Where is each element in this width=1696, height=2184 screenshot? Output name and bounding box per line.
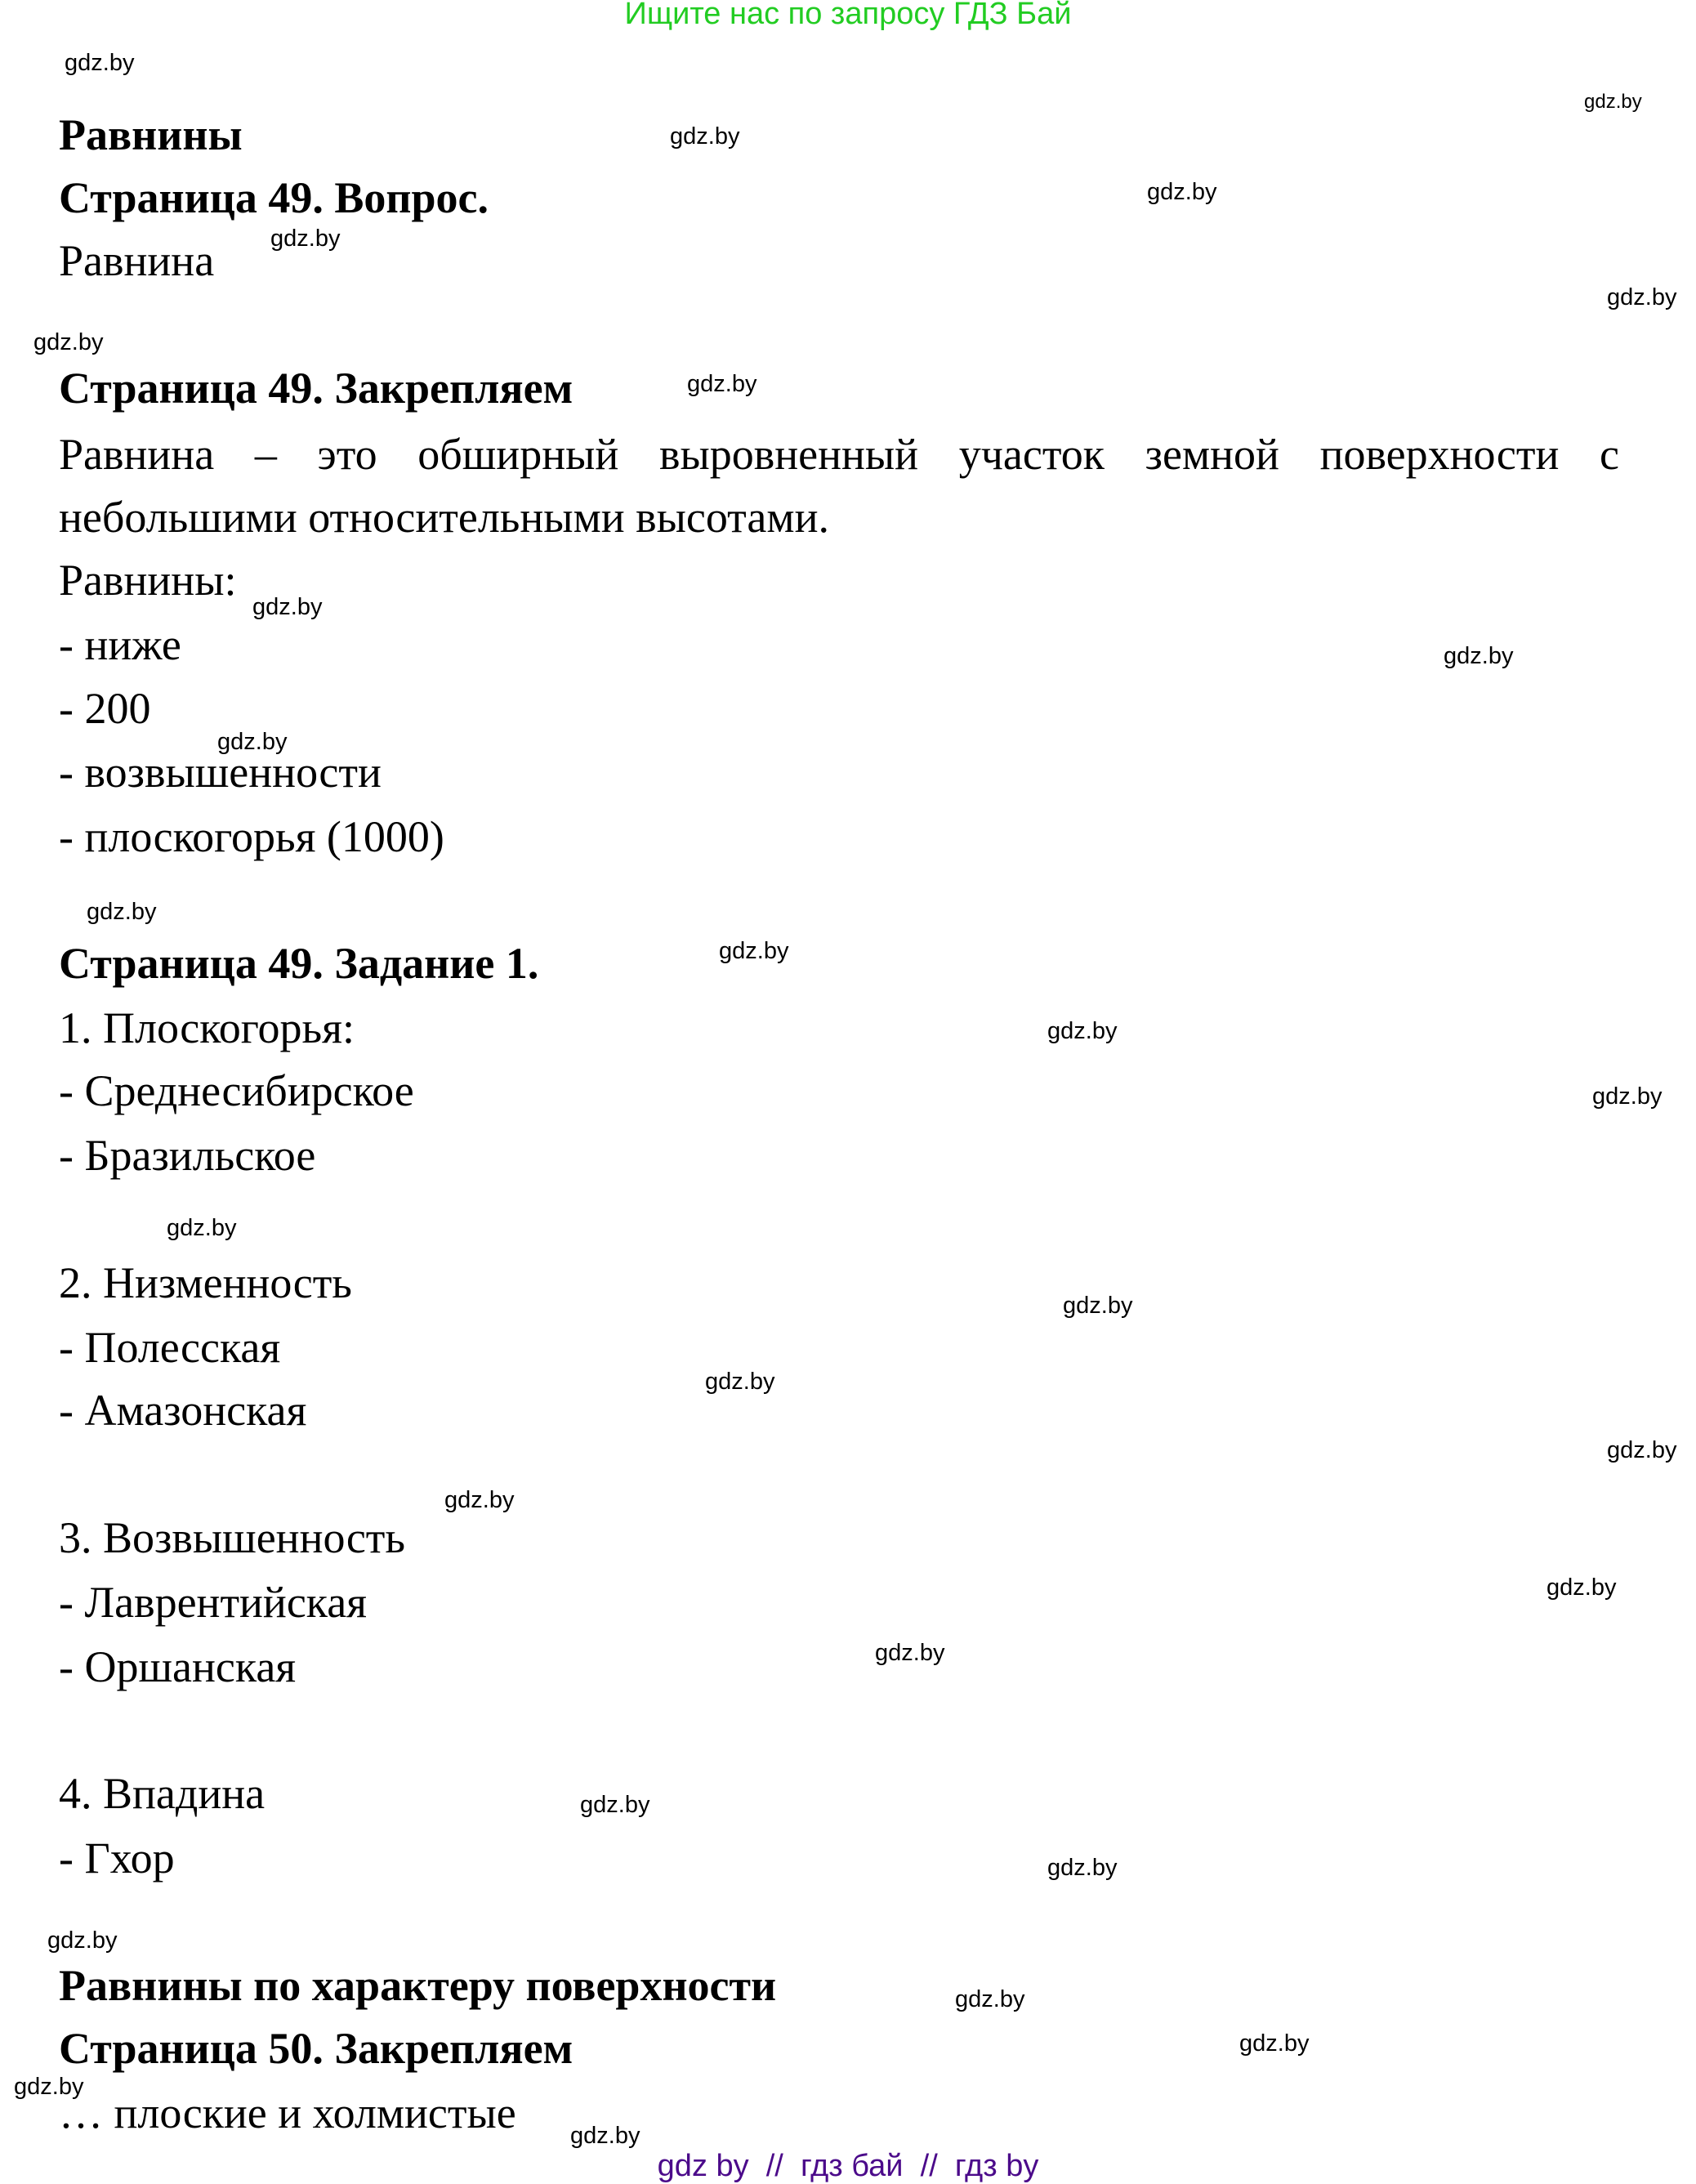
watermark: gdz.by [1607, 1437, 1677, 1463]
watermark: gdz.by [1584, 91, 1642, 113]
list-item: - возвышенности [59, 748, 382, 797]
list-item: - Оршанская [59, 1642, 297, 1691]
watermark: gdz.by [1063, 1293, 1133, 1319]
heading-page49-question: Страница 49. Вопрос. [59, 173, 489, 222]
watermark: gdz.by [955, 1986, 1025, 2012]
watermark: gdz.by [875, 1640, 945, 1666]
list-item: - 200 [59, 684, 151, 733]
watermark: gdz.by [1047, 1855, 1118, 1881]
list-item: - ниже [59, 620, 181, 669]
watermark: gdz.by [1047, 1018, 1118, 1044]
heading-page49-reinforce: Страница 49. Закрепляем [59, 364, 574, 413]
watermark: gdz.by [217, 729, 288, 755]
section-title-surface-character: Равнины по характеру поверхности [59, 1961, 777, 2010]
list-item: - Лаврентийская [59, 1578, 368, 1627]
list-item: - Гхор [59, 1833, 175, 1883]
list-item: - Полесская [59, 1323, 281, 1372]
watermark: gdz.by [444, 1487, 515, 1513]
search-promo-banner: Ищите нас по запросу ГДЗ Бай [624, 0, 1072, 31]
watermark: gdz.by [705, 1369, 775, 1395]
watermark: gdz.by [570, 2123, 640, 2149]
definition-text-line2: небольшими относительными высотами. [59, 493, 829, 542]
numbered-item: 1. Плоскогорья: [59, 1003, 355, 1052]
watermark: gdz.by [687, 371, 757, 397]
heading-page50-reinforce: Страница 50. Закрепляем [59, 2024, 574, 2073]
watermark: gdz.by [1546, 1574, 1617, 1601]
watermark: gdz.by [1592, 1083, 1663, 1110]
numbered-item: 2. Низменность [59, 1258, 352, 1307]
answer-text: … плоские и холмистые [59, 2088, 516, 2137]
watermark: gdz.by [1444, 643, 1514, 669]
list-item: - Среднесибирское [59, 1066, 414, 1115]
numbered-item: 4. Впадина [59, 1769, 266, 1818]
watermark: gdz.by [719, 938, 789, 964]
watermark: gdz.by [252, 594, 323, 620]
watermark: gdz.by [670, 123, 740, 150]
watermark: gdz.by [87, 899, 157, 925]
watermark: gdz.by [14, 2074, 84, 2100]
watermark: gdz.by [33, 329, 104, 355]
watermark: gdz.by [1147, 179, 1217, 205]
answer-text: Равнина [59, 236, 215, 285]
watermark: gdz.by [1239, 2030, 1310, 2057]
watermark: gdz.by [167, 1215, 237, 1241]
list-label-plains: Равнины: [59, 556, 237, 605]
watermark: gdz.by [1607, 284, 1677, 310]
site-footer-links[interactable]: gdz by // гдз бай // гдз by [657, 2149, 1039, 2183]
numbered-item: 3. Возвышенность [59, 1513, 406, 1562]
definition-text-line1: Равнина – это обширный выровненный участок земной поверхности с [59, 430, 1619, 479]
list-item: - Амазонская [59, 1386, 307, 1435]
heading-page49-task1: Страница 49. Задание 1. [59, 939, 539, 988]
watermark: gdz.by [270, 226, 341, 252]
section-title-plains: Равнины [59, 110, 243, 159]
watermark: gdz.by [65, 50, 135, 76]
watermark: gdz.by [580, 1792, 650, 1818]
list-item: - плоскогорья (1000) [59, 812, 444, 861]
list-item: - Бразильское [59, 1131, 316, 1180]
watermark: gdz.by [47, 1927, 118, 1954]
